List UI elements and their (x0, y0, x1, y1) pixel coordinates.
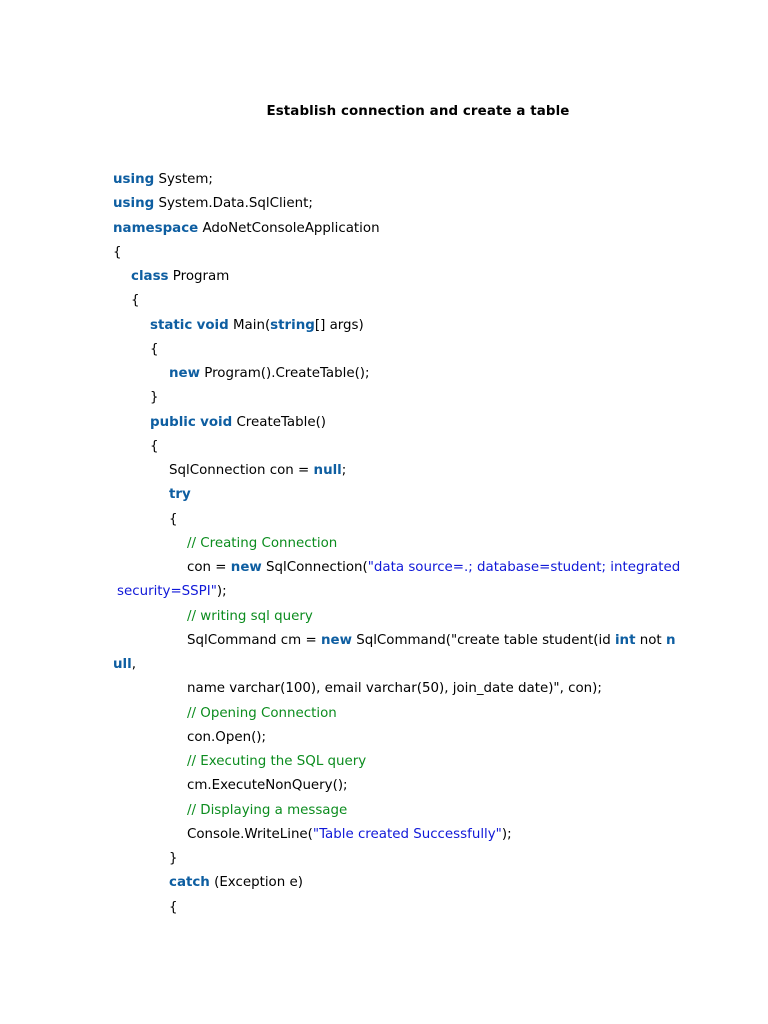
code-line (0, 340, 768, 364)
code-text: { (150, 438, 159, 454)
code-line (0, 534, 768, 558)
code-line (0, 461, 768, 485)
code-keyword: null (313, 463, 342, 478)
code-text: (Exception e) (209, 875, 303, 891)
code-line (0, 558, 768, 582)
code-text: ; (341, 463, 347, 478)
code-text: Main( (228, 317, 271, 333)
code-line (0, 655, 768, 679)
code-line (0, 582, 768, 606)
code-line (0, 873, 768, 897)
code-text: ); (501, 826, 512, 842)
code-line (0, 898, 768, 922)
code-text: Program().CreateTable(); (200, 366, 370, 381)
code-text: { (113, 244, 122, 260)
code-keyword: public (150, 414, 196, 430)
code-line (0, 631, 768, 655)
code-text: not (635, 632, 666, 648)
code-comment: // Creating Connection (187, 535, 338, 551)
code-line (0, 704, 768, 728)
code-line (0, 728, 768, 752)
code-text: } (150, 390, 159, 406)
code-text: SqlCommand cm = (187, 632, 321, 648)
code-keyword: new (169, 366, 200, 381)
code-string: security=SSPI" (117, 584, 217, 600)
code-text: Program (168, 269, 230, 284)
code-line (0, 607, 768, 631)
code-text: { (169, 511, 178, 527)
code-keyword: static (150, 317, 193, 333)
code-text: { (150, 341, 159, 357)
code-line (0, 437, 768, 461)
page-title: Establish connection and create a table (266, 104, 570, 119)
code-text: System; (154, 172, 213, 187)
code-comment: // Opening Connection (187, 705, 337, 721)
code-line (0, 752, 768, 776)
code-line (0, 801, 768, 825)
code-text: System.Data.SqlClient; (154, 196, 313, 212)
code-keyword: catch (169, 875, 210, 891)
code-text: cm.ExecuteNonQuery(); (187, 778, 348, 794)
code-text: con.Open(); (187, 729, 267, 745)
code-text: AdoNetConsoleApplication (198, 220, 380, 236)
code-string: "Table created Successfully" (312, 826, 502, 842)
code-keyword: try (169, 487, 191, 503)
code-line (0, 194, 768, 218)
code-text: SqlConnection( (261, 560, 368, 575)
code-line (0, 485, 768, 509)
code-keyword: using (113, 196, 155, 212)
code-keyword: void (200, 414, 233, 430)
code-line (0, 170, 768, 194)
code-keyword: using (113, 172, 155, 187)
code-text: CreateTable() (232, 414, 327, 430)
code-keyword: int (614, 632, 636, 648)
code-keyword: new (320, 632, 352, 648)
code-text: SqlCommand("create table student(id (351, 632, 615, 648)
code-text: con = (187, 560, 231, 575)
code-keyword: new (230, 560, 262, 575)
code-text: [] args) (314, 317, 364, 333)
code-text: { (169, 899, 178, 915)
code-line (0, 413, 768, 437)
code-comment: // Executing the SQL query (187, 754, 367, 769)
code-text: { (131, 293, 140, 309)
code-block (0, 170, 768, 922)
code-line (0, 291, 768, 315)
code-line (0, 510, 768, 534)
code-text: ); (216, 584, 227, 600)
code-line (0, 679, 768, 703)
code-line (0, 364, 768, 388)
code-keyword: string (270, 317, 315, 333)
code-line (0, 219, 768, 243)
code-keyword: n (665, 632, 676, 648)
code-line (0, 825, 768, 849)
code-keyword: void (196, 317, 229, 333)
code-text: } (169, 851, 178, 866)
code-text: Console.WriteLine( (187, 826, 313, 842)
code-string: "data source=.; database=student; integrated (367, 560, 681, 575)
code-comment: // Displaying a message (187, 802, 348, 818)
code-line (0, 776, 768, 800)
code-text: SqlConnection con = (169, 463, 314, 478)
code-keyword: namespace (113, 220, 199, 236)
code-text: name varchar(100), email varchar(50), join_date date)", con); (187, 681, 602, 697)
code-line (0, 267, 768, 291)
code-keyword: ull (113, 657, 132, 672)
code-comment: // writing sql query (187, 608, 313, 624)
code-keyword: class (131, 269, 169, 284)
code-line (0, 243, 768, 267)
code-line (0, 388, 768, 412)
code-line (0, 316, 768, 340)
code-line (0, 849, 768, 873)
code-text: , (131, 657, 136, 672)
